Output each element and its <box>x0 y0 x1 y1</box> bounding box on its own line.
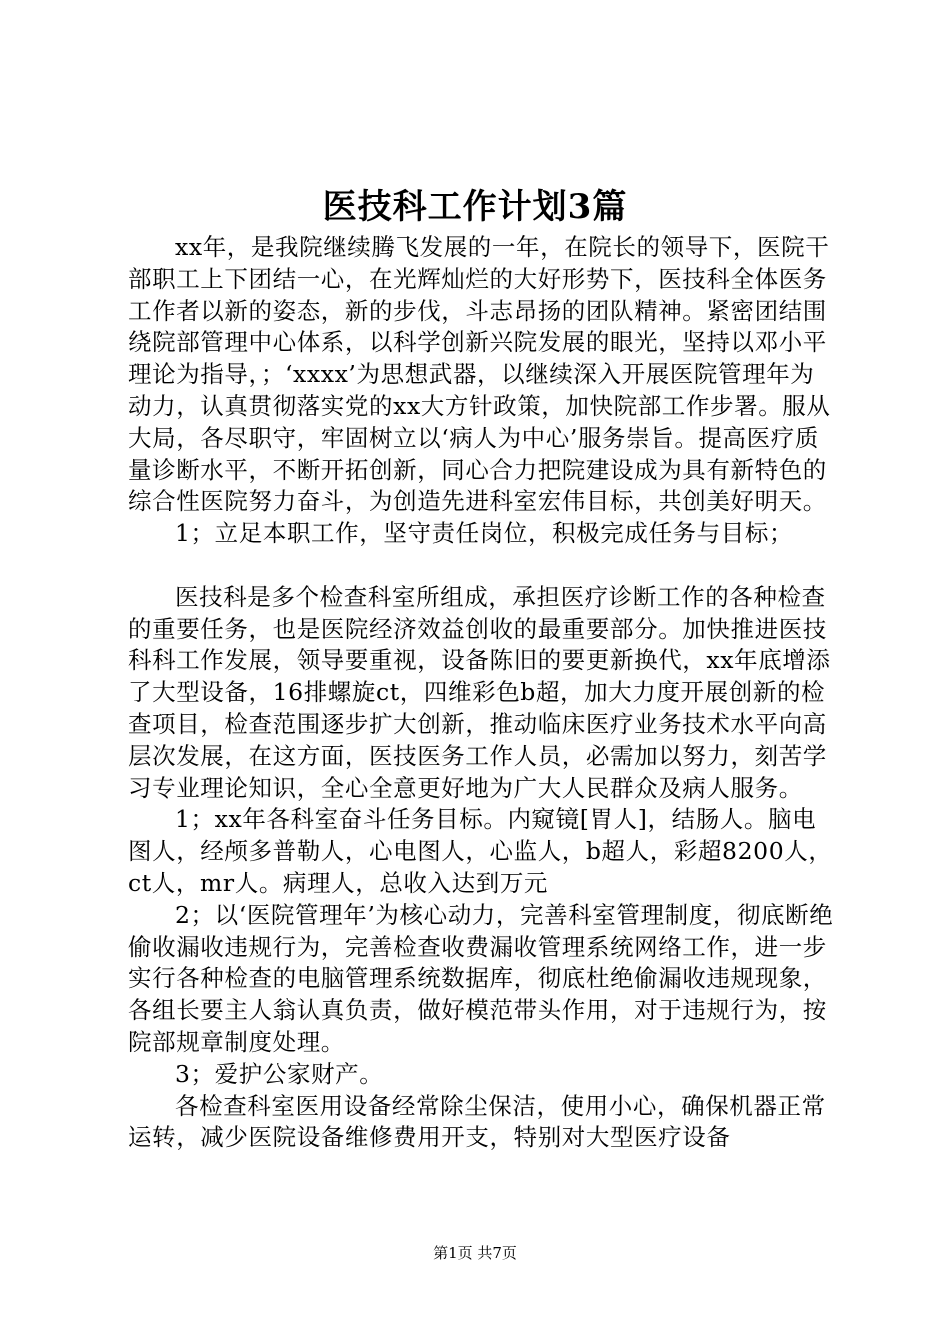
document-body <box>128 232 838 1154</box>
paragraph-intro: xx年，是我院继续腾飞发展的一年，在院长的领导下，医院干部职工上下团结一心，在光辉灿烂的大好形势下，医技科全体医务工作者以新的姿态，新的步伐，斗志昂扬的团队精神。紧密团结围绕院部管理中心体系，以科学创新兴院发展的眼光，坚持以邓小平理论为指导，；‘xxxx’为思想武器，以继续深入开展医院管理年为动力，认真贯彻落实党的xx大方针政策，加快院部工作步署。服从大局，各尽职守，牢固树立以‘病人为中心’服务崇旨。提高医疗质量诊断水平，不断开拓创新，同心合力把院建设成为具有新特色的综合性医院努力奋斗，为创造先进科室宏伟目标，共创美好明天。 <box>128 233 831 516</box>
paragraph-equipment-care: 各检查科室医用设备经常除尘保洁，使用小心，确保机器正常运转，减少医院设备维修费用开支，特别对大型医疗设备 <box>128 1091 826 1152</box>
paragraph-management-year: 2；以‘医院管理年’为核心动力，完善科室管理制度，彻底断绝偷收漏收违规行为，完善检查收费漏收管理系统网络工作，进一步实行各种检查的电脑管理系统数据库，彻底杜绝偷漏收违规现象，各组长要主人翁认真负责，做好模范带头作用，对于违规行为，按院部规章制度处理。 <box>128 900 834 1056</box>
paragraph-point-1-heading: 1；立足本职工作，坚守责任岗位，积极完成任务与目标； <box>175 519 794 548</box>
paragraph-point-3-heading: 3；爱护公家财产。 <box>175 1059 384 1088</box>
paragraph-target-goals: 1；xx年各科室奋斗任务目标。内窥镜[胃人]，结肠人。脑电图人，经颅多普勒人，心电图人，心监人，b超人，彩超8200人，ct人，mr人。病理人，总收入达到万元 <box>128 805 833 897</box>
page-footer: 第1页 共7页 <box>433 1244 517 1262</box>
paragraph-medtech-overview: 医技科是多个检查科室所组成，承担医疗诊断工作的各种检查的重要任务，也是医院经济效益创收的最重要部分。加快推进医技科科工作发展，领导要重视，设备陈旧的要更新换代，xx年底增添了大型设备，16排螺旋ct，四维彩色b超，加大力度开展创新的检查项目，检查范围逐步扩大创新，推动临床医疗业务技术水平向高层次发展，在这方面，医技医务工作人员，必需加以努力，刻苦学习专业理论知识，全心全意更好地为广大人民群众及病人服务。 <box>128 582 831 802</box>
document-title: 医技科工作计划3篇 <box>322 187 628 227</box>
